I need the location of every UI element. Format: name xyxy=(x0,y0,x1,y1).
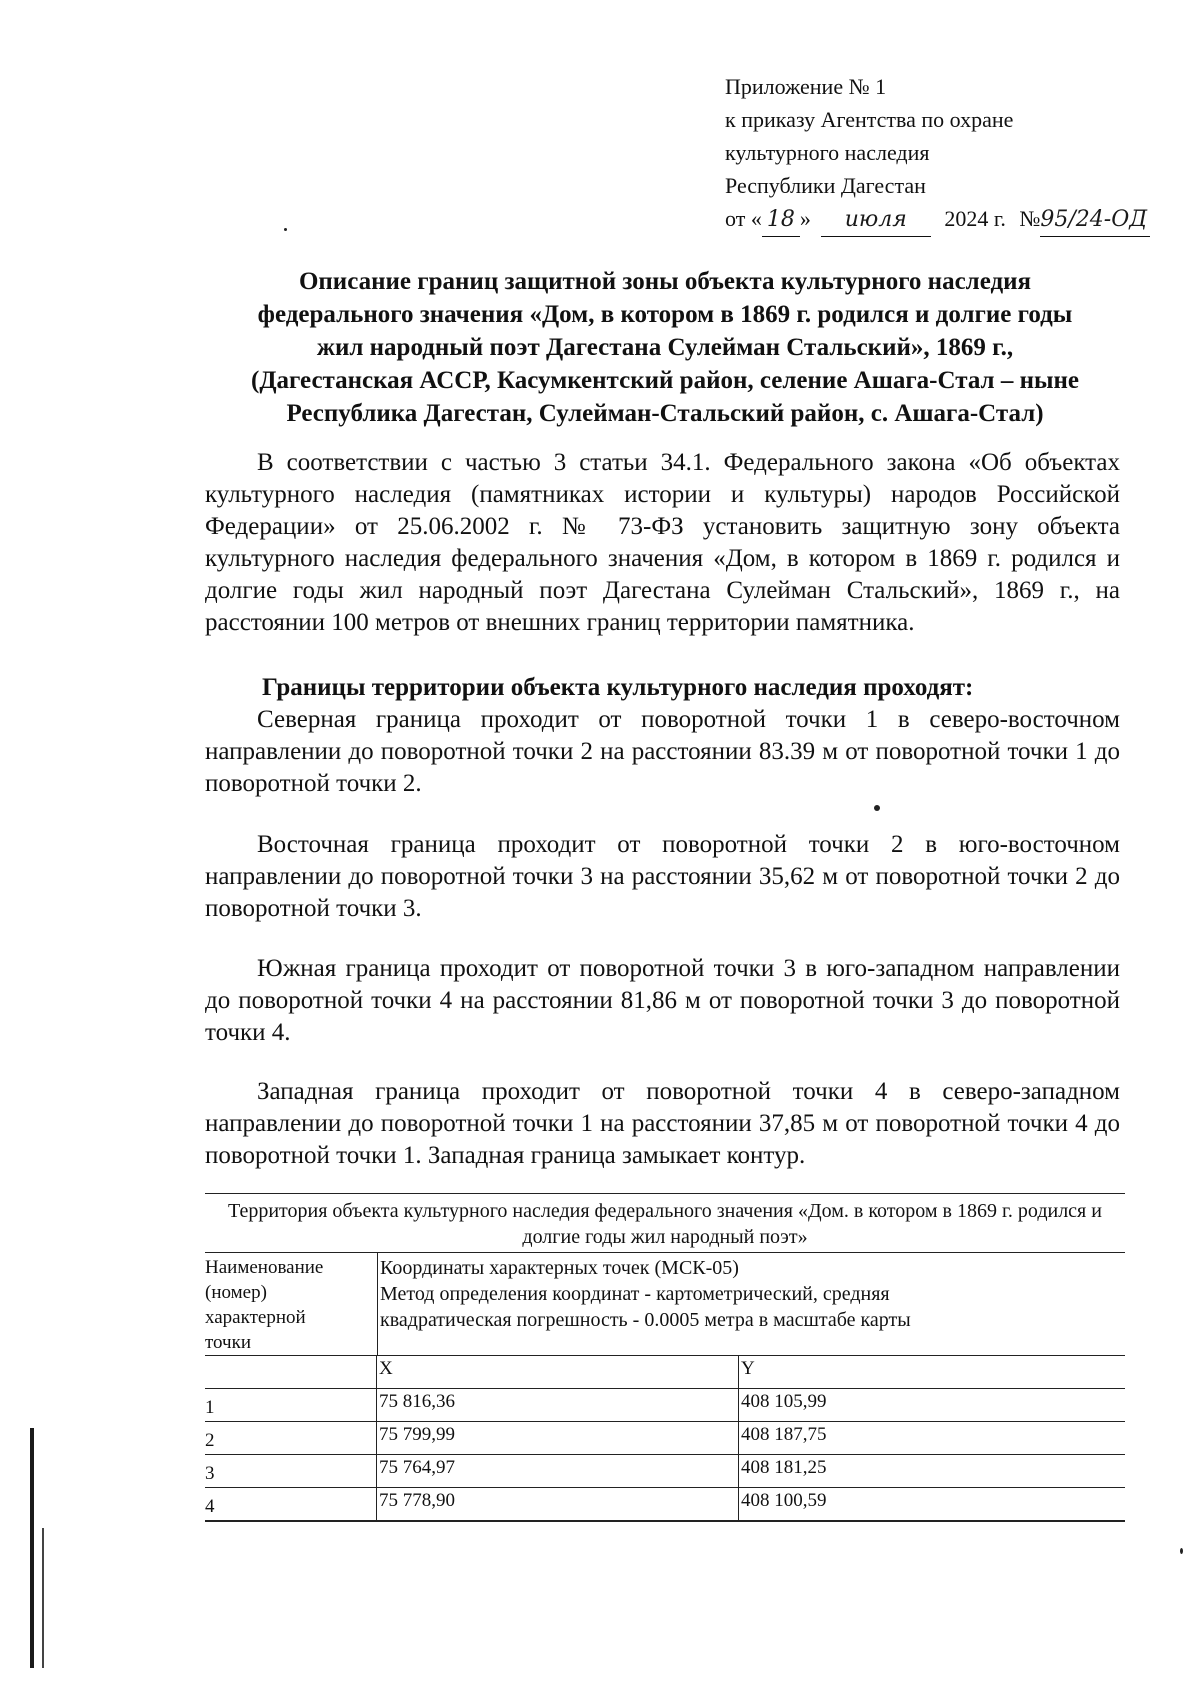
table-header xyxy=(205,1253,1125,1356)
date-prefix: от « xyxy=(725,206,762,231)
date-year: 2024 г. xyxy=(944,206,1006,231)
order-number: 95/24-ОД xyxy=(1040,203,1150,237)
x-coordinate: 75 816,36 xyxy=(377,1389,739,1421)
appendix-date-line xyxy=(725,202,1185,237)
y-coordinate: 408 187,75 xyxy=(741,1424,827,1445)
point-number: 3 xyxy=(205,1455,377,1487)
axis-row-empty-cell xyxy=(205,1356,377,1388)
scan-speck xyxy=(1180,1548,1183,1554)
y-coordinate: 408 181,25 xyxy=(741,1457,827,1478)
scan-artifact-bar xyxy=(42,1528,44,1668)
coordinates-header-line: Метод определения координат - картометрический, средняя xyxy=(380,1283,890,1305)
point-header-line: характерной xyxy=(205,1307,306,1328)
point-header-line: точки xyxy=(205,1332,252,1353)
table-row xyxy=(205,1488,1125,1521)
coordinates-table xyxy=(205,1193,1125,1550)
point-number: 4 xyxy=(205,1488,377,1520)
x-coordinate: 75 799,99 xyxy=(377,1422,739,1454)
coordinates-header xyxy=(378,1253,1125,1355)
title-line-4: (Дагестанская АССР, Касумкентский район, селение Ашага-Стал – ныне xyxy=(251,367,1079,394)
title-line-3: жил народный поэт Дагестана Сулейман Стальский», 1869 г., xyxy=(316,334,1014,361)
table-row xyxy=(205,1389,1125,1422)
date-month: июля xyxy=(821,203,931,237)
south-boundary-paragraph: Южная граница проходит от поворотной точки 3 в юго-западном направлении до поворотной точки 4 на расстоянии 81,86 м от поворотной точки 3 до поворотной точки 4. xyxy=(205,955,1120,1046)
x-coordinate: 75 764,97 xyxy=(377,1455,739,1487)
title-line-1: Описание границ защитной зоны объекта культурного наследия xyxy=(298,268,1032,295)
x-axis-label: X xyxy=(377,1356,739,1388)
intro-paragraph: В соответствии с частью 3 статьи 34.1. Федерального закона «Об объектах культурного наследия (памятниках истории и культуры) народов Российской Федерации» от 25.06.2002 г. № 73-ФЗ установить защитную зону объекта культурного наследия федерального значения «Дом, в котором в 1869 г. родился и долгие годы жил народный поэт Дагестана Сулейман Стальский», 1869 г., на расстоянии 100 метров от внешних границ территории памятника. xyxy=(205,449,1120,636)
boundaries-heading: Границы территории объекта культурного наследия проходят: xyxy=(262,674,974,701)
coordinates-header-line: квадратическая погрешность - 0.0005 метра в масштабе карты xyxy=(380,1309,911,1331)
y-axis-label: Y xyxy=(741,1358,755,1379)
scan-speck xyxy=(874,805,880,811)
date-day: 18 xyxy=(762,203,800,237)
point-header-line: Наименование xyxy=(205,1257,324,1278)
axis-row xyxy=(205,1356,1125,1389)
title-line-5: Республика Дагестан, Сулейман-Стальский район, с. Ашага-Стал) xyxy=(286,400,1044,427)
number-prefix: № xyxy=(1019,206,1041,231)
coordinates-header-line: Координаты характерных точек (МСК-05) xyxy=(380,1257,739,1279)
table-row xyxy=(205,1422,1125,1455)
scan-speck xyxy=(284,228,287,231)
point-number: 2 xyxy=(205,1422,377,1454)
table-caption: Территория объекта культурного наследия федерального значения «Дом. в котором в 1869 г. родился и долгие годы жил народный поэт» xyxy=(205,1193,1125,1253)
scan-artifact-bar xyxy=(30,1428,34,1668)
table-row xyxy=(205,1455,1125,1488)
east-boundary-paragraph: Восточная граница проходит от поворотной точки 2 в юго-восточном направлении до поворотной точки 3 на расстоянии 35,62 м от поворотной точки 2 до поворотной точки 3. xyxy=(205,831,1120,922)
appendix-line-4: Республики Дагестан xyxy=(725,173,926,198)
table-bottom-border xyxy=(205,1521,1125,1550)
north-boundary-paragraph: Северная граница проходит от поворотной точки 1 в северо-восточном направлении до поворотной точки 2 на расстоянии 83.39 м от поворотной точки 1 до поворотной точки 2. xyxy=(205,706,1120,797)
point-number: 1 xyxy=(205,1389,377,1421)
x-coordinate: 75 778,90 xyxy=(377,1488,739,1520)
appendix-line-2: к приказу Агентства по охране xyxy=(725,107,1014,132)
appendix-line-3: культурного наследия xyxy=(725,140,930,165)
appendix-header xyxy=(725,70,1185,237)
point-name-header xyxy=(205,1253,378,1355)
appendix-line-1: Приложение № 1 xyxy=(725,74,887,99)
west-boundary-paragraph: Западная граница проходит от поворотной точки 4 в северо-западном направлении до поворотной точки 1 на расстоянии 37,85 м от поворотной точки 4 до поворотной точки 1. Западная граница замыкает контур. xyxy=(205,1078,1120,1169)
title-line-2: федерального значения «Дом, в котором в 1869 г. родился и долгие годы xyxy=(257,301,1073,328)
y-coordinate: 408 105,99 xyxy=(741,1391,827,1412)
point-header-line: (номер) xyxy=(205,1282,267,1303)
date-mid: » xyxy=(799,206,811,231)
y-coordinate: 408 100,59 xyxy=(741,1490,827,1511)
document-title xyxy=(200,265,1130,430)
